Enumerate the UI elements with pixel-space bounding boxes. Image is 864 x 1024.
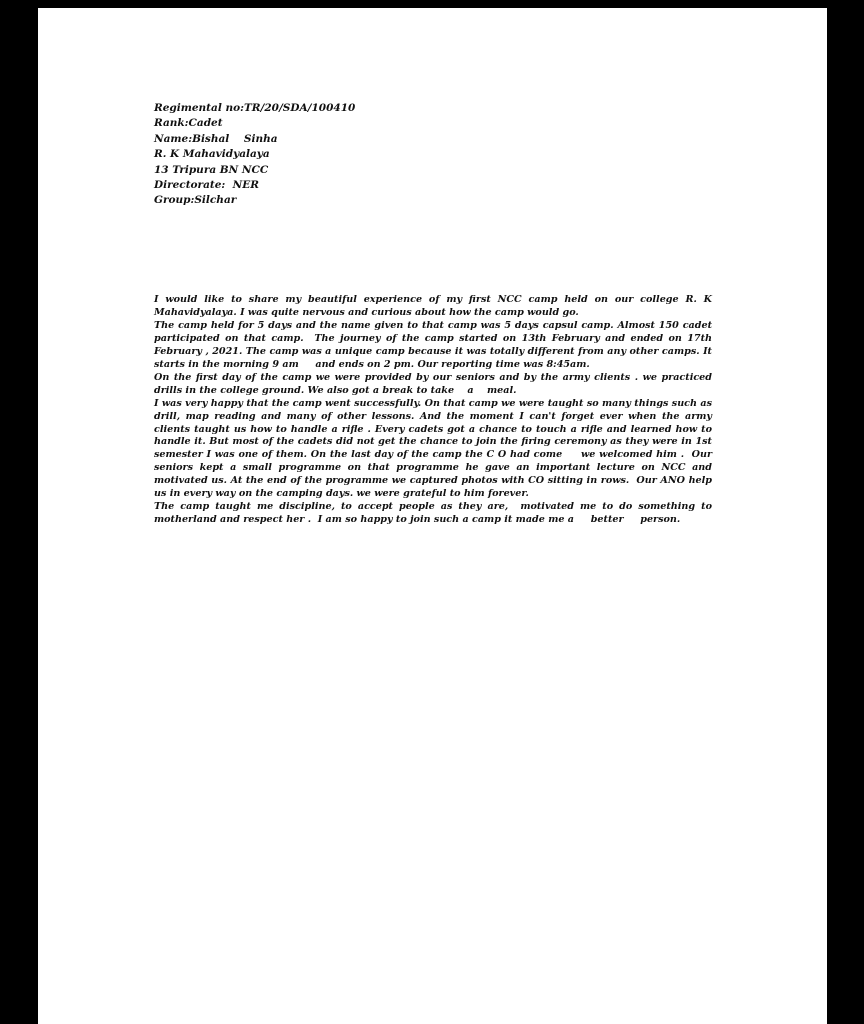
group: Group:Silchar xyxy=(154,194,237,207)
regimental-number: Regimental no:TR/20/SDA/100410 xyxy=(154,102,356,114)
paragraph-lessons: I was very happy that the camp went successfully. On that camp we were taught so many things such as drill, map reading and many of other lessons. And the moment I can't forget ever when the army clients taught us how to handle a rifle . Every cadets got a chance to touch a rifle and learned how to handle it. But most of the cadets did not get the chance to join the firing ceremony as they were in 1st semester I was one of them. On the last day of the camp the C O had come we welcomed him . Our seniors kept a small programme on that programme he gave an important lecture on NCC and motivated us. At the end of the programme we captured photos with CO sitting in rows. Our ANO help us in every way on the camping days. we were grateful to him forever. xyxy=(154,397,716,500)
paragraph-conclusion: The camp taught me discipline, to accept people as they are, motivated me to do something to motherland and respect her . I am so happy to join such a camp it made me a better person. xyxy=(154,501,716,526)
directorate: Directorate: NER xyxy=(154,179,259,192)
paragraph-intro: I would like to share my beautiful experience of my first NCC camp held on our college R. K Mahavidyalaya. I was quite nervous and curious about how the camp would go. xyxy=(154,294,716,318)
battalion: 13 Tripura BN NCC xyxy=(154,163,269,176)
college-name: R. K Mahavidyalaya xyxy=(154,148,270,161)
paragraph-first-day: On the first day of the camp we were provided by our seniors and by the army clients . we practiced drills in the college ground. We also got a break to take a meal. xyxy=(154,371,716,396)
paragraph-camp-details: The camp held for 5 days and the name given to that camp was 5 days capsul camp. Almost 150 cadet participated on that camp. The journey of the camp started on 13th February and ended on 17th February , 2021. The camp was a unique camp because it was totally different from any other camps. It starts in the morning 9 am and ends on 2 pm. Our reporting time was 8:45am. xyxy=(154,319,716,370)
cadet-details-block xyxy=(154,101,554,209)
rank: Rank:Cadet xyxy=(154,117,223,130)
experience-essay xyxy=(154,294,716,527)
document-page xyxy=(38,8,827,1024)
cadet-name: Name:Bishal Sinha xyxy=(154,132,278,145)
